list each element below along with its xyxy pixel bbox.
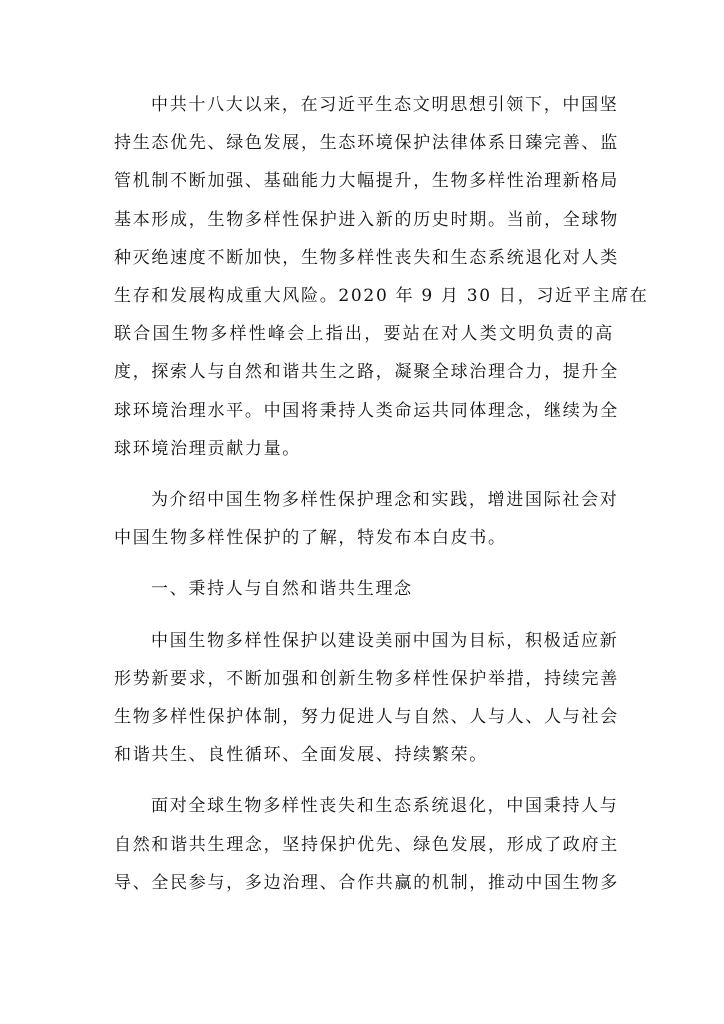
section-heading-text: 一、秉持人与自然和谐共生理念 <box>151 579 413 600</box>
text-line: 生存和发展构成重大风险。2020 年 9 月 30 日，习近平主席在 <box>114 286 649 307</box>
text-line: 面对全球生物多样性丧失和生态系统退化，中国秉持人与 <box>151 796 619 817</box>
text-line: 持生态优先、绿色发展，生态环境保护法律体系日臻完善、监 <box>114 133 619 154</box>
text-line: 基本形成，生物多样性保护进入新的历史时期。当前，全球物 <box>114 209 619 230</box>
text-line: 中国生物多样性保护的了解，特发布本白皮书。 <box>114 528 507 549</box>
paragraph-intro <box>114 86 649 468</box>
paragraph-approach <box>114 787 619 902</box>
text-line: 中共十八大以来，在习近平生态文明思想引领下，中国坚 <box>151 95 619 115</box>
document-body <box>114 86 649 915</box>
text-line: 度，探索人与自然和谐共生之路，凝聚全球治理合力，提升全 <box>114 362 619 383</box>
text-line: 生物多样性保护体制，努力促进人与自然、人与人、人与社会 <box>114 707 619 728</box>
section-heading <box>114 570 614 608</box>
paragraph-goal <box>114 622 619 775</box>
paragraph-purpose <box>114 481 619 557</box>
text-line: 球环境治理水平。中国将秉持人类命运共同体理念，继续为全 <box>114 400 619 421</box>
text-line: 导、全民参与，多边治理、合作共赢的机制，推动中国生物多 <box>114 872 619 893</box>
text-line: 中国生物多样性保护以建设美丽中国为目标，积极适应新 <box>151 630 619 651</box>
text-line: 为介绍中国生物多样性保护理念和实践，增进国际社会对 <box>151 490 619 511</box>
text-line: 球环境治理贡献力量。 <box>114 438 301 459</box>
text-line: 自然和谐共生理念，坚持保护优先、绿色发展，形成了政府主 <box>114 834 619 855</box>
text-line: 种灭绝速度不断加快，生物多样性丧失和生态系统退化对人类 <box>114 247 619 268</box>
text-line: 和谐共生、良性循环、全面发展、持续繁荣。 <box>114 745 488 766</box>
text-line: 管机制不断加强、基础能力大幅提升，生物多样性治理新格局 <box>114 171 619 192</box>
text-line: 形势新要求，不断加强和创新生物多样性保护举措，持续完善 <box>114 668 619 689</box>
text-line: 联合国生物多样性峰会上指出，要站在对人类文明负责的高 <box>114 324 614 345</box>
